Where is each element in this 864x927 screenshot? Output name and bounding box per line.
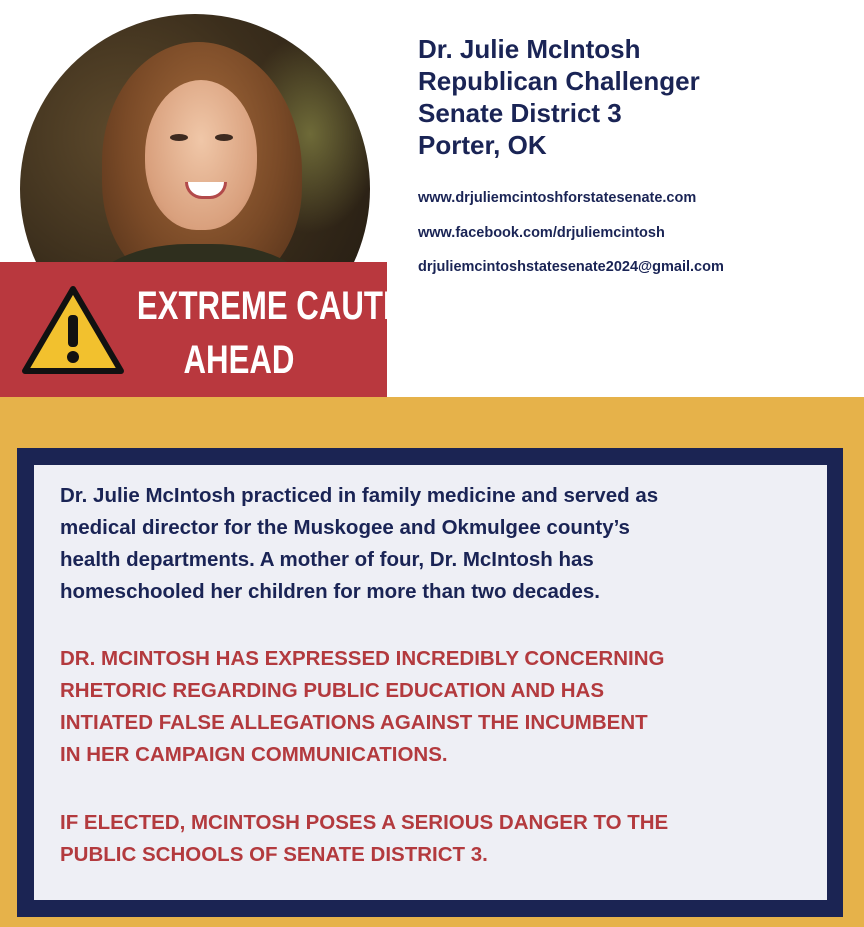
warning-line: RHETORIC REGARDING PUBLIC EDUCATION AND HAS xyxy=(60,679,605,702)
danger-paragraph xyxy=(60,807,800,871)
candidate-heading xyxy=(418,33,858,161)
photo-face xyxy=(145,80,257,230)
candidate-party: Republican Challenger xyxy=(418,66,700,96)
facebook-link[interactable]: www.facebook.com/drjuliemcintosh xyxy=(418,225,665,241)
email-link[interactable]: drjuliemcintoshstatesenate2024@gmail.com xyxy=(418,259,724,275)
candidate-town: Porter, OK xyxy=(418,130,547,160)
bio-line: homeschooled her children for more than two decades. xyxy=(60,580,600,603)
warning-line: IN HER CAMPAIGN COMMUNICATIONS. xyxy=(60,743,448,766)
bio-paragraph xyxy=(60,480,800,608)
warning-triangle-icon xyxy=(20,283,126,377)
banner-line-1: EXTREME CAUTION xyxy=(136,284,439,328)
bio-line: Dr. Julie McIntosh practiced in family medicine and served as xyxy=(60,484,659,507)
danger-line: IF ELECTED, MCINTOSH POSES A SERIOUS DANGER TO THE xyxy=(60,811,669,834)
photo-eye xyxy=(170,134,188,141)
website-link[interactable]: www.drjuliemcintoshforstatesenate.com xyxy=(418,190,697,206)
bio-line: medical director for the Muskogee and Okmulgee county’s xyxy=(60,516,630,539)
banner-line-2: AHEAD xyxy=(183,338,295,382)
candidate-name: Dr. Julie McIntosh xyxy=(418,34,641,64)
warning-line: INTIATED FALSE ALLEGATIONS AGAINST THE INCUMBENT xyxy=(60,711,648,734)
photo-eye xyxy=(215,134,233,141)
warning-paragraph xyxy=(60,643,800,771)
warning-line: DR. MCINTOSH HAS EXPRESSED INCREDIBLY CONCERNING xyxy=(60,647,665,670)
candidate-district: Senate District 3 xyxy=(418,98,622,128)
bio-line: health departments. A mother of four, Dr. McIntosh has xyxy=(60,548,594,571)
danger-line: PUBLIC SCHOOLS OF SENATE DISTRICT 3. xyxy=(60,843,488,866)
